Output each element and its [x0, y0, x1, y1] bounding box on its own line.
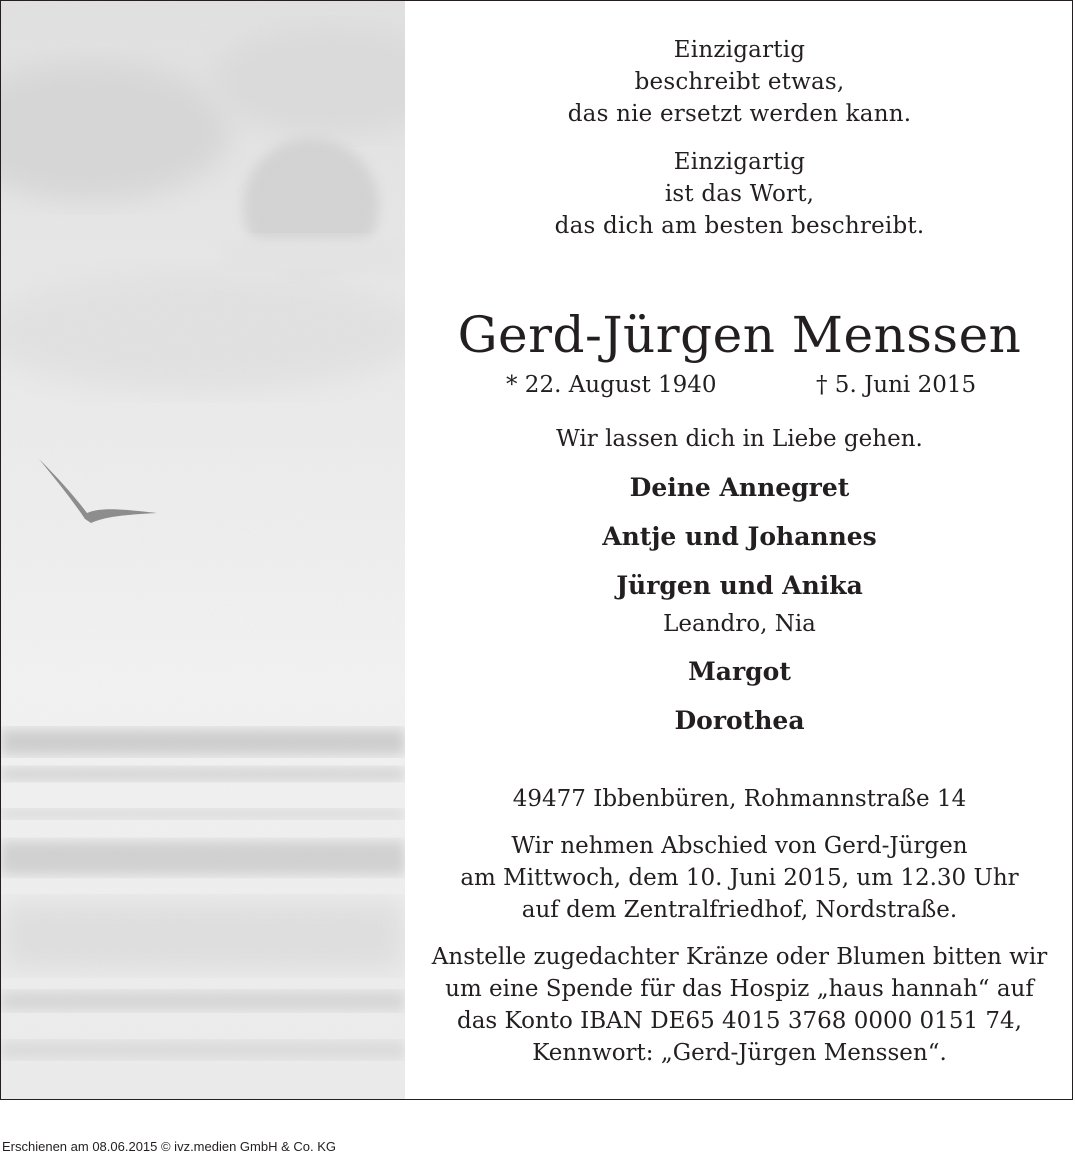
ceremony-line: auf dem Zentralfriedhof, Nordstraße. [521, 897, 958, 923]
poem-line: Einzigartig [673, 37, 806, 63]
poem-line: das nie ersetzt werden kann. [567, 101, 912, 127]
notice-text [405, 1, 1073, 1100]
mourner-name: Jürgen und Anika [616, 571, 863, 600]
poem-line: das dich am besten beschreibt. [554, 213, 925, 239]
mourner-name: Deine Annegret [629, 473, 850, 502]
deceased-name: Gerd-Jürgen Menssen [457, 306, 1022, 364]
ceremony-line: am Mittwoch, dem 10. Juni 2015, um 12.30 Uhr [460, 865, 1019, 891]
poem-line: beschreibt etwas, [634, 69, 845, 95]
death-date: † 5. Juni 2015 [816, 372, 977, 398]
poem-stanza-1 [405, 34, 1073, 130]
seascape-image [1, 1, 405, 1100]
seascape-photo [1, 1, 405, 1100]
mourner-name: Antje und Johannes [602, 522, 877, 551]
donation-line: Anstelle zugedachter Kränze oder Blumen bitten wir [431, 944, 1048, 970]
poem-line: Einzigartig [673, 149, 806, 175]
life-dates [405, 368, 1073, 402]
poem-stanza-2 [405, 146, 1073, 242]
mourner-name: Margot [688, 657, 791, 686]
publication-footer: Erschienen am 08.06.2015 © ivz.medien GmbH & Co. KG [2, 1139, 337, 1154]
donation-line: Kennwort: „Gerd-Jürgen Menssen“. [532, 1040, 947, 1066]
family-address: 49477 Ibbenbüren, Rohmannstraße 14 [512, 786, 967, 812]
ceremony-line: Wir nehmen Abschied von Gerd-Jürgen [511, 833, 968, 859]
farewell-line: Wir lassen dich in Liebe gehen. [556, 426, 923, 452]
mourner-name: Dorothea [674, 706, 805, 735]
birth-date: * 22. August 1940 [506, 372, 717, 398]
donation-line: um eine Spende für das Hospiz „haus hannah“ auf [445, 976, 1034, 1002]
poem-line: ist das Wort, [664, 181, 815, 207]
donation-line: das Konto IBAN DE65 4015 3768 0000 0151 74, [457, 1008, 1022, 1034]
photo-grain [1, 1, 405, 1100]
mourner-children: Leandro, Nia [663, 611, 816, 637]
